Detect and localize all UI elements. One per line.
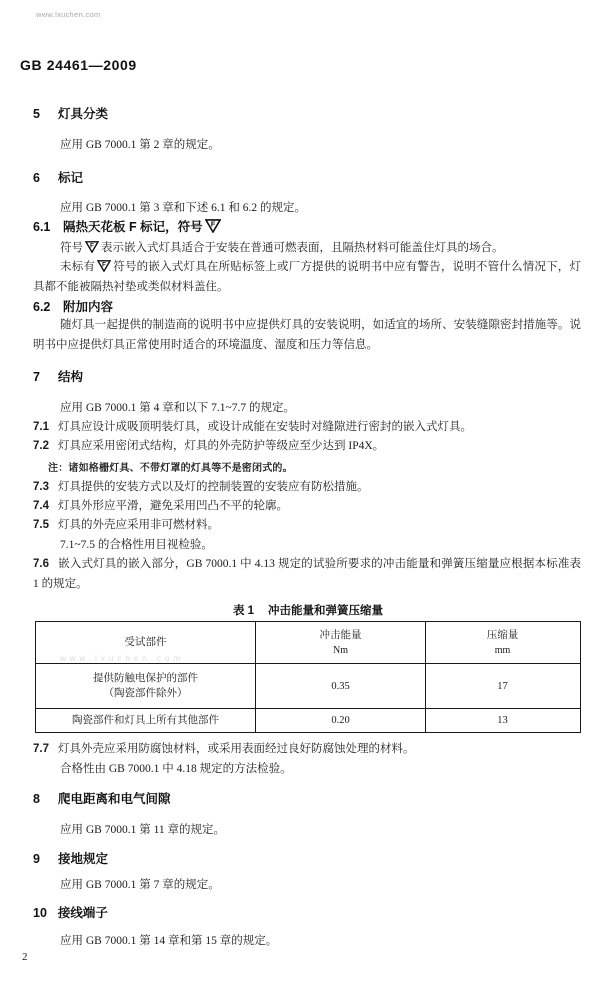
table-1-row1-part: 提供防触电保护的部件 （陶瓷部件除外） (93, 673, 198, 699)
section-7-title: 结构 (58, 370, 84, 384)
table-row (36, 663, 580, 708)
clause-7-3: 7.3 灯具提供的安装方式以及灯的控制装置的安装应有防松措施。 (33, 481, 369, 493)
section-8-number: 8 (33, 792, 40, 806)
section-9-title: 接地规定 (58, 852, 109, 866)
table-1-header-compression: 压缩量 mm (425, 622, 579, 663)
section-8-body: 应用 GB 7000.1 第 11 章的规定。 (60, 824, 226, 836)
section-7-intro: 应用 GB 7000.1 第 4 章和以下 7.1~7.7 的规定。 (60, 402, 295, 414)
section-5-number: 5 (33, 107, 40, 121)
clause-7-7-conformity: 合格性由 GB 7000.1 中 4.18 规定的方法检验。 (60, 763, 292, 775)
clause-7-2-note: 注：诸如格栅灯具、不带灯罩的灯具等不是密闭式的。 (48, 463, 293, 474)
section-10-number: 10 (33, 906, 47, 920)
section-5-title: 灯具分类 (58, 107, 109, 121)
section-5-body: 应用 GB 7000.1 第 2 章的规定。 (60, 139, 220, 151)
table-1-caption: 表 1 冲击能量和弹簧压缩量 (232, 605, 384, 617)
table-1-row2-part: 陶瓷部件和灯具上所有其他部件 (72, 715, 219, 726)
section-6-title: 标记 (58, 171, 84, 185)
page-number: 2 (22, 951, 28, 963)
f-mark-icon (205, 219, 221, 233)
clause-7-1: 7.1 灯具应设计成吸顶明装灯具，或设计成能在安装时对缝隙进行密封的嵌入式灯具。 (33, 421, 472, 433)
section-9-number: 9 (33, 852, 40, 866)
svg-text:F: F (102, 261, 107, 269)
section-6-1-number: 6.1 (33, 220, 51, 234)
clause-7-2: 7.2 灯具应采用密闭式结构，灯具的外壳防护等级应至少达到 IP4X。 (33, 440, 385, 452)
section-8-heading (33, 789, 171, 807)
section-6-1-title: 隔热天花板 F 标记，符号 (63, 220, 203, 234)
clause-7-4: 7.4 灯具外形应平滑，避免采用凹凸不平的轮廓。 (33, 500, 288, 512)
watermark-top: www.lxuchen.com (36, 10, 101, 19)
para-6-1-symbol-meaning: 符号 F 表示嵌入式灯具适合于安装在普通可燃表面，且隔热材料可能盖住灯具的场合。 (60, 242, 504, 254)
section-7-heading (33, 367, 83, 385)
f-mark-icon (97, 260, 111, 272)
clause-7-7: 7.7 灯具外壳应采用防腐蚀材料，或采用表面经过良好防腐蚀处理的材料。 (33, 743, 415, 755)
standard-number: GB 24461—2009 (20, 57, 137, 73)
table-1-row2-compression: 13 (425, 709, 579, 732)
section-5-heading (33, 104, 108, 122)
section-6-2-heading (33, 297, 113, 315)
section-6-1-heading (33, 217, 223, 235)
section-6-2-body: 随灯具一起提供的制造商的说明书中应提供灯具的安装说明，如适宜的场所、安装缝隙密封措施等。说明书中应提供灯具正常使用时适合的环境温度、湿度和压力等信息。 (33, 319, 581, 351)
section-7-number: 7 (33, 370, 40, 384)
section-9-heading (33, 849, 108, 867)
table-1-row1-impact: 0.35 (255, 664, 425, 708)
section-6-2-title: 附加内容 (63, 300, 114, 314)
section-6-2-number: 6.2 (33, 300, 51, 314)
table-1-header-impact: 冲击能量 Nm (255, 622, 425, 663)
para-6-1-warning: 未标有 F 符号的嵌入式灯具在所贴标签上或厂方提供的说明书中应有警告，说明不管什么情况下，灯具都不能被隔热衬垫或类似材料盖住。 (33, 261, 581, 293)
section-6-number: 6 (33, 171, 40, 185)
table-1-header-part: 受试部件 (124, 637, 167, 648)
f-mark-icon (85, 241, 99, 253)
svg-text:F: F (210, 219, 215, 229)
watermark-mid: www.lxuchen.com (60, 654, 185, 663)
section-10-body: 应用 GB 7000.1 第 14 章和第 15 章的规定。 (60, 935, 278, 947)
clause-7-6: 7.6 嵌入式灯具的嵌入部分，GB 7000.1 中 4.13 规定的试验所要求的冲击能量和弹簧压缩量应根据本标准表 1 的规定。 (33, 558, 581, 590)
section-8-title: 爬电距离和电气间隙 (58, 792, 171, 806)
table-row (36, 708, 580, 732)
table-1-row2-impact: 0.20 (255, 709, 425, 732)
section-6-body: 应用 GB 7000.1 第 3 章和下述 6.1 和 6.2 的规定。 (60, 202, 306, 214)
section-10-title: 接线端子 (57, 906, 108, 920)
clause-7-1-to-7-5-conformity: 7.1~7.5 的合格性用目视检验。 (60, 539, 213, 551)
table-1 (35, 621, 581, 733)
section-10-heading (33, 903, 108, 921)
table-1-row1-compression: 17 (425, 664, 579, 708)
clause-7-5: 7.5 灯具的外壳应采用非可燃材料。 (33, 519, 219, 531)
svg-text:F: F (90, 242, 94, 250)
section-6-heading (33, 168, 83, 186)
section-9-body: 应用 GB 7000.1 第 7 章的规定。 (60, 879, 220, 891)
